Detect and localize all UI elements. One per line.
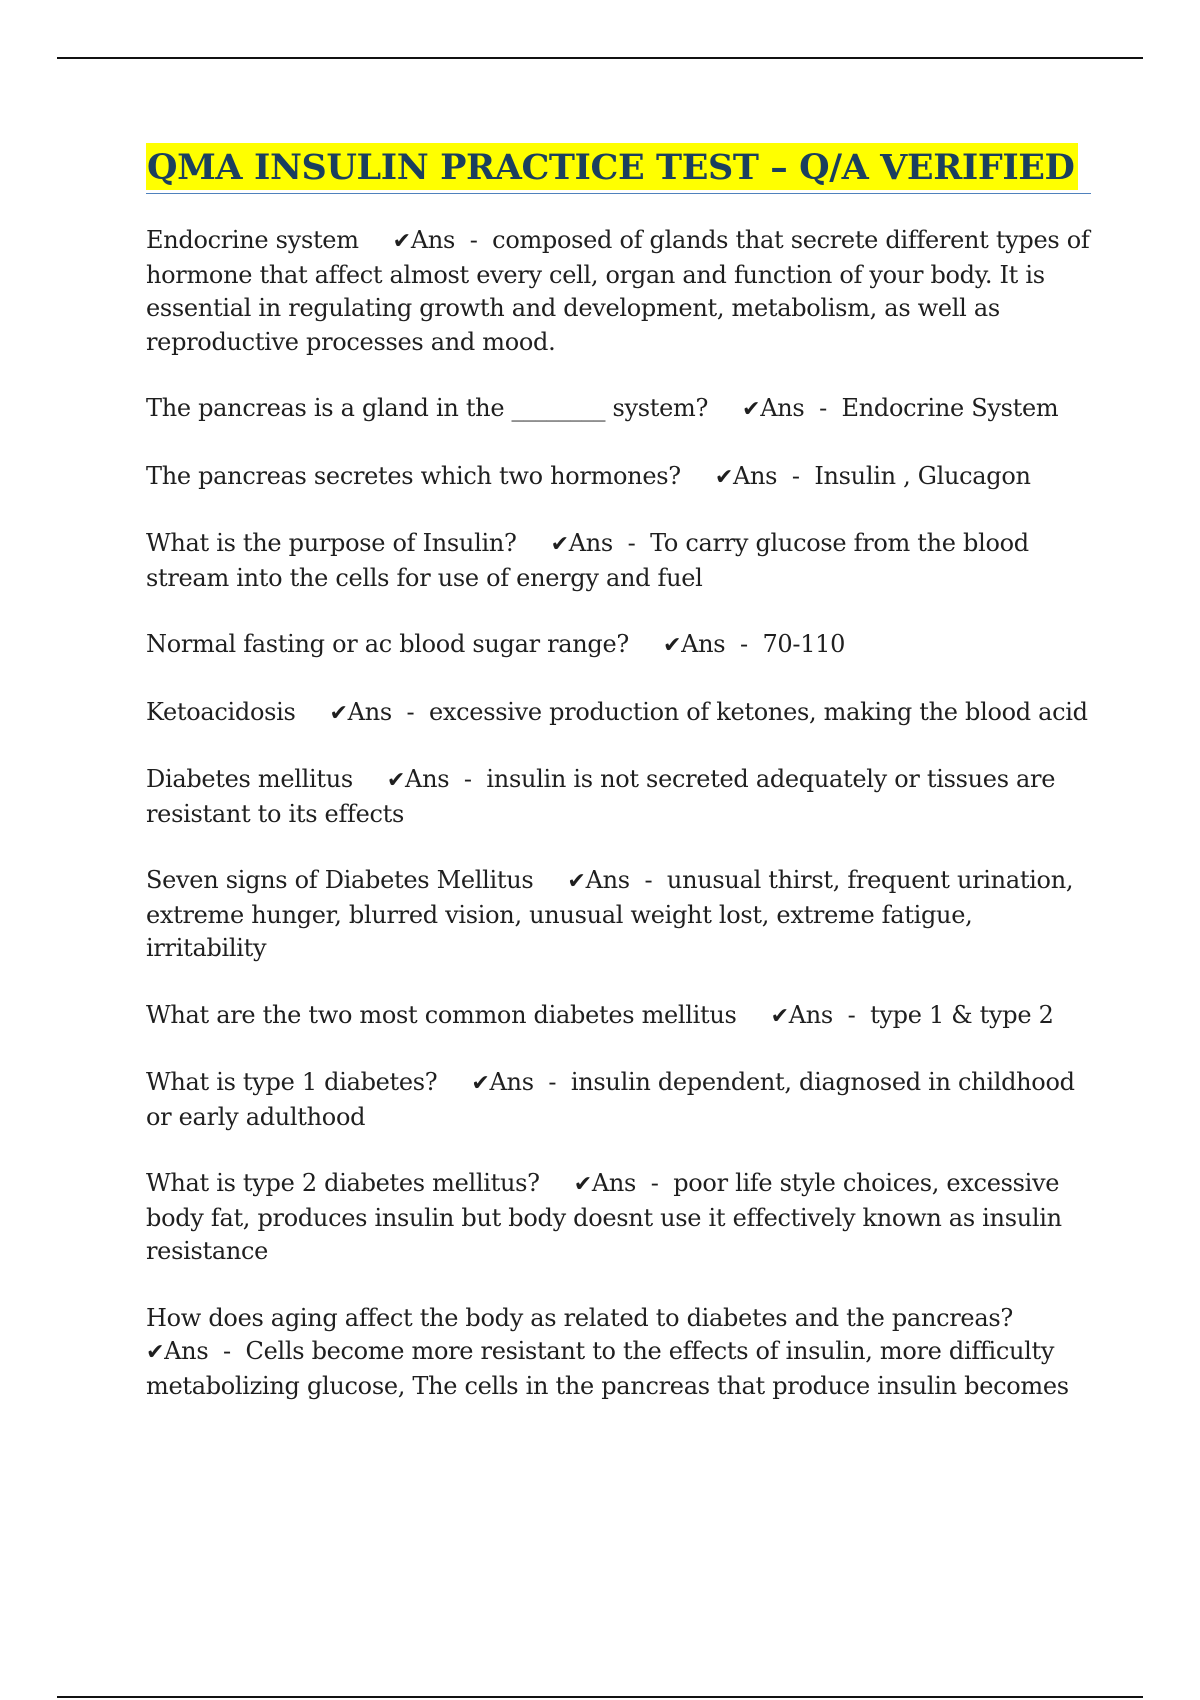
question: What is type 1 diabetes? [146, 1068, 438, 1096]
qa-item [146, 1167, 1091, 1269]
answer-prefix: Ans [405, 765, 450, 793]
question: How does aging affect the body as related to diabetes and the pancreas? [146, 1303, 1013, 1332]
separator: - [391, 697, 430, 726]
question: What is type 2 diabetes mellitus? [146, 1169, 540, 1197]
separator: - [629, 866, 667, 894]
separator: - [208, 1337, 246, 1365]
qa-item [146, 628, 1091, 663]
answer: poor life style choices, excessive body fat, produces insulin but body doesnt use it effectively known as insulin resistance [146, 1169, 1062, 1265]
qa-item [146, 224, 1091, 359]
question: Diabetes mellitus [146, 765, 353, 793]
check-icon: ✔ [146, 1340, 165, 1365]
qa-list [146, 224, 1091, 1403]
question: What are the two most common diabetes mellitus [146, 1000, 737, 1029]
qa-item [146, 1302, 1091, 1404]
page-title: QMA INSULIN PRACTICE TEST – Q/A VERIFIED [146, 143, 1078, 190]
answer: insulin dependent, diagnosed in childhood or early adulthood [146, 1068, 1075, 1131]
bottom-rule [57, 1696, 1143, 1698]
check-icon: ✔ [742, 397, 761, 422]
separator: - [725, 630, 763, 658]
check-icon: ✔ [471, 1071, 490, 1096]
answer: composed of glands that secrete different types of hormone that affect almost every cell, organ and function of your body. It is essential in regulating growth and development, metabolism, as well as reproductive processes and mood. [146, 226, 1090, 356]
qa-item [146, 864, 1091, 966]
answer-prefix: Ans [591, 1169, 637, 1197]
answer-prefix: Ans [585, 866, 630, 894]
answer-prefix: Ans [568, 529, 613, 557]
question: Seven signs of Diabetes Mellitus [146, 866, 534, 894]
answer-prefix: Ans [760, 394, 805, 422]
answer-prefix: Ans [788, 1000, 833, 1029]
answer: Endocrine System [841, 394, 1059, 422]
answer: unusual thirst, frequent urination, extreme hunger, blurred vision, unusual weight lost, extreme fatigue, irritability [146, 866, 1074, 962]
separator: - [612, 529, 651, 557]
qa-item [146, 527, 1091, 595]
check-icon: ✔ [550, 532, 569, 557]
check-icon: ✔ [714, 464, 733, 490]
question: The pancreas is a gland in the ________ system? [146, 394, 709, 422]
answer: excessive production of ketones, making the blood acid [429, 697, 1088, 726]
answer: type 1 & type 2 [870, 1000, 1054, 1029]
answer: Insulin , Glucagon [814, 461, 1031, 490]
qa-item [146, 696, 1091, 731]
check-icon: ✔ [392, 229, 411, 254]
qa-item [146, 1066, 1091, 1134]
qa-item [146, 763, 1091, 831]
check-icon: ✔ [662, 633, 682, 658]
answer-prefix: Ans [732, 461, 778, 490]
answer-prefix: Ans [681, 630, 726, 658]
answer-prefix: Ans [164, 1337, 209, 1365]
check-icon: ✔ [567, 869, 586, 894]
answer-prefix: Ans [410, 226, 456, 254]
top-rule [57, 57, 1143, 59]
check-icon: ✔ [770, 1003, 789, 1029]
title-block [146, 143, 1091, 194]
answer: insulin is not secreted adequately or tissues are resistant to its effects [146, 765, 1056, 828]
check-icon: ✔ [573, 1172, 592, 1197]
question: Endocrine system [146, 226, 359, 254]
separator: - [636, 1169, 674, 1197]
separator: - [449, 765, 487, 793]
answer-prefix: Ans [347, 697, 392, 726]
answer-prefix: Ans [489, 1068, 534, 1096]
separator: - [777, 461, 815, 490]
qa-item [146, 460, 1091, 495]
separator: - [533, 1068, 571, 1096]
check-icon: ✔ [386, 768, 406, 793]
check-icon: ✔ [329, 700, 348, 726]
answer: To carry glucose from the blood stream into the cells for use of energy and fuel [146, 529, 1029, 592]
separator: - [455, 226, 493, 254]
question: The pancreas secretes which two hormones? [146, 461, 681, 490]
qa-item [146, 999, 1091, 1034]
answer: Cells become more resistant to the effects of insulin, more difficulty metabolizing glucose, The cells in the pancreas that produce insulin becomes [146, 1337, 1069, 1400]
question: Normal fasting or ac blood sugar range? [146, 630, 629, 658]
page-content [146, 143, 1091, 1436]
qa-item [146, 392, 1091, 427]
answer: 70-110 [762, 630, 846, 658]
question: What is the purpose of Insulin? [146, 529, 517, 557]
separator: - [832, 1000, 871, 1029]
separator: - [804, 394, 842, 422]
question: Ketoacidosis [146, 697, 296, 726]
